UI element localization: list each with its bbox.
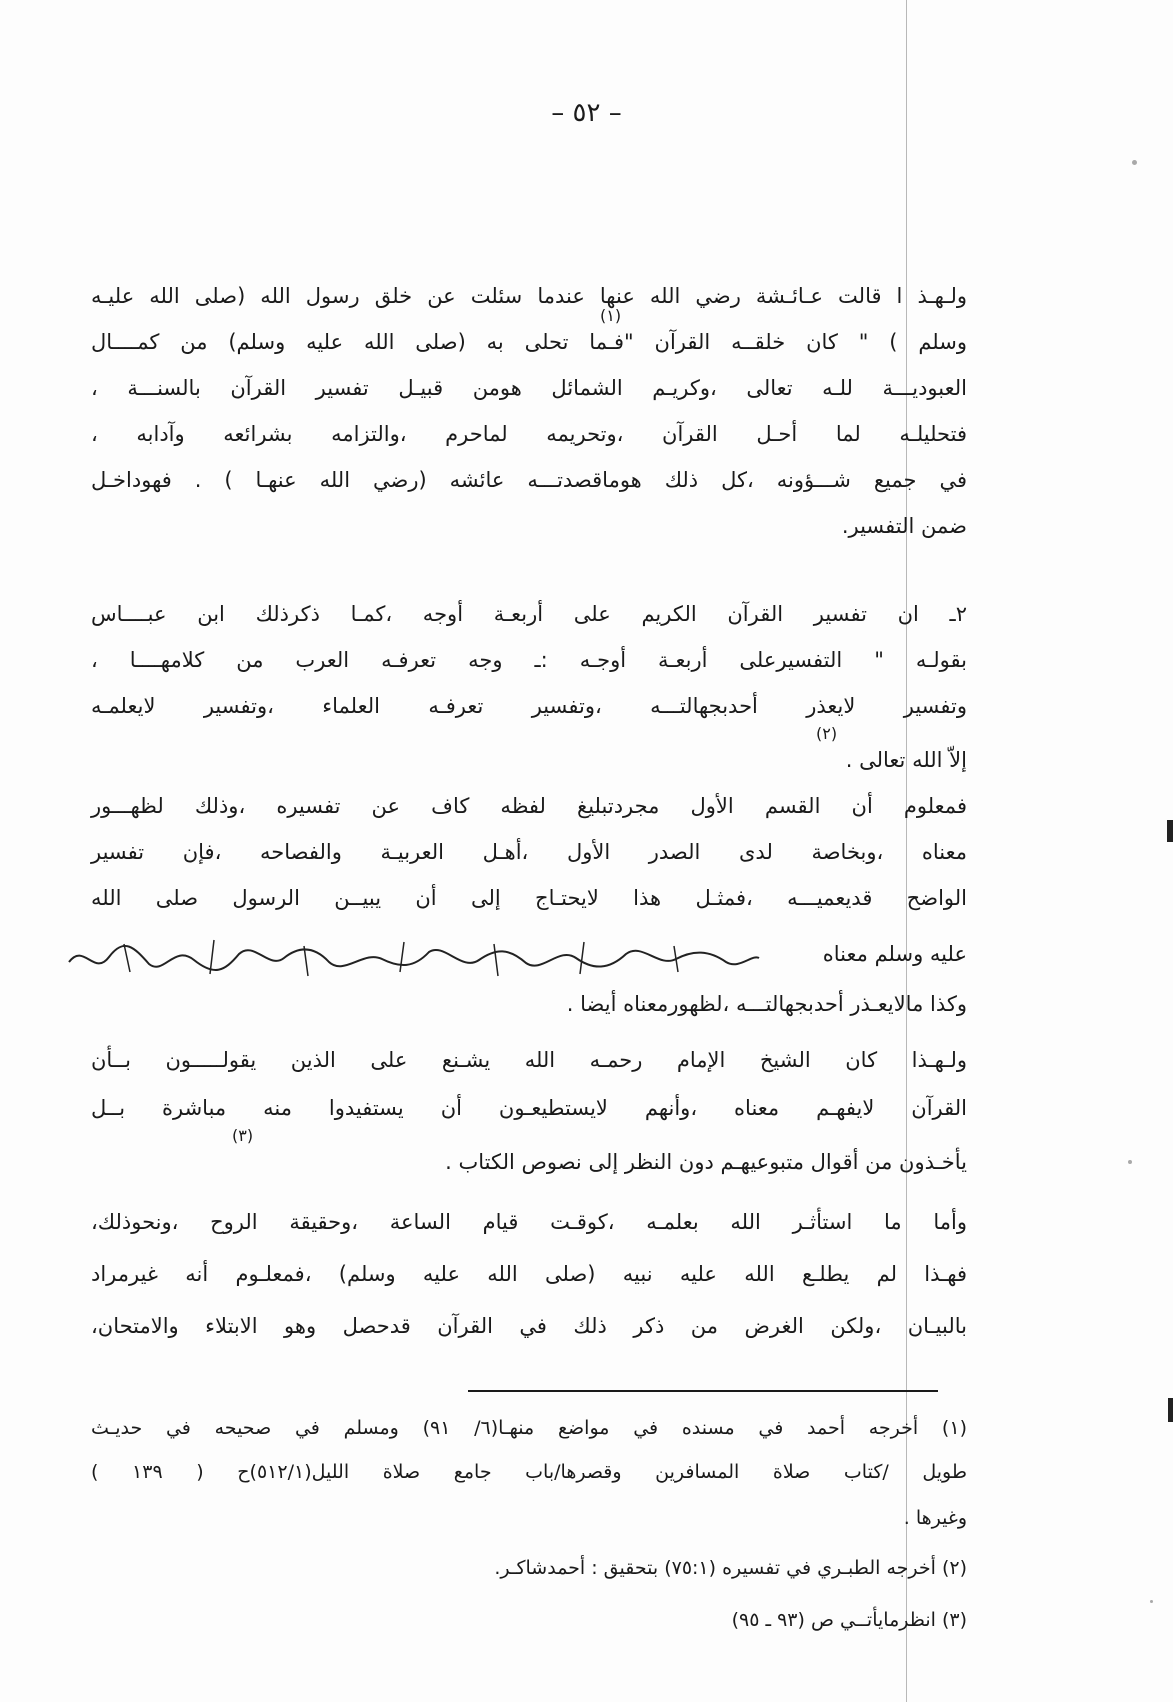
section-line: فهـذا لم يطلـع الله عليه نبيه (صلى الله عليه وسلم) ،فمعلـوم أنه غيرمراد bbox=[91, 1262, 967, 1286]
section-line: بقولـه " التفسيرعلى أربعـة أوجـه :ـ وجه تعرفـه العرب من كلامهــــا ، bbox=[91, 648, 967, 672]
section-line: وكذا مالايعـذر أحدبجهالتـــه ،لظهورمعناه أيضا . bbox=[566, 992, 967, 1016]
scan-speck bbox=[1132, 160, 1137, 165]
section-line: ولـهـذا كان الشيخ الإمام رحمـه الله يشـنع على الذين يقولـــــون بــأن bbox=[91, 1048, 967, 1072]
body-line: في جميع شـــؤونه ،كل ذلك هوماقصدتـــه عائشه (رضي الله عنهـا ) . فهوداخـل bbox=[91, 468, 967, 492]
body-line: ولـهـذ ا قالت عـائـشة رضي الله عنها عندما سئلت عن خلق رسول الله (صلى الله عليـه bbox=[91, 284, 967, 308]
section-line: القرآن لايفهـم معناه ،وأنهم لايستطيعـون أن يستفيدوا منه مباشرة بــل bbox=[91, 1096, 967, 1120]
section-line: بالبيـان ،ولكن الغرض من ذكر ذلك في القرآن قدحصل وهو الابتلاء والامتحان، bbox=[91, 1314, 967, 1338]
body-line: العبوديـــة للـه تعالى ،وكريـم الشمائل هومن قبيـل تفسير القرآن بالسنـــة ، bbox=[91, 376, 967, 400]
section-line: فمعلوم أن القسم الأول مجردتبليغ لفظه كاف عن تفسيره ،وذلك لظهـــور bbox=[91, 794, 967, 818]
page-number: – ٥٢ – bbox=[551, 98, 622, 128]
handwritten-annotation bbox=[64, 932, 764, 984]
footnote-marker: (٢) bbox=[816, 724, 838, 743]
section-line: وتفسير لايعذر أحدبجهالتـــه ،وتفسير تعرفـه العلماء ،وتفسير لايعلمـه bbox=[91, 694, 967, 718]
footnote-line: (٢) أخرجه الطبـري في تفسيره (٧٥:١) بتحقيق : أحمدشاكـر. bbox=[494, 1557, 967, 1579]
footnote-line: (٣) انظرمايأتــي ص (٩٣ ـ ٩٥) bbox=[731, 1609, 967, 1631]
section-line: إلاّ الله تعالى . bbox=[845, 748, 967, 772]
section-line: ٢ـ ان تفسير القرآن الكريم على أربعـة أوجه ،كمـا ذكرذلك ابن عبــــاس bbox=[91, 602, 967, 626]
footnote-marker: (٣) bbox=[232, 1126, 254, 1145]
section-line: يأخـذون من أقوال متبوعيهـم دون النظر إلى نصوص الكتاب . bbox=[445, 1150, 967, 1174]
footnote-line: طويل /كتاب صلاة المسافرين وقصرها/باب جامع صلاة الليل(٥١٢/١)ح ( ١٣٩ ) bbox=[91, 1461, 967, 1483]
scan-speck bbox=[1150, 1600, 1153, 1603]
footnote-line: وغيرها . bbox=[903, 1507, 967, 1529]
scan-edge-mark bbox=[1168, 1398, 1173, 1422]
section-line: معناه ،وبخاصة لدى الصدر الأول ،أهـل العربيـة والفصاحه ،فإن تفسير bbox=[91, 840, 967, 864]
footnote-separator bbox=[468, 1390, 938, 1392]
section-line: وأما ما استأثـر الله بعلمـه ،كوقـت قيام الساعة ،وحقيقة الروح ،ونحوذلك، bbox=[91, 1210, 967, 1234]
scan-speck bbox=[1128, 1160, 1132, 1164]
section-line: الواضح قديعميـــه ،فمثـل هذا لايحتـاج إلى أن يبيــن الرسول صلى الله bbox=[91, 886, 967, 910]
footnote-marker: (١) bbox=[600, 306, 622, 325]
body-line: ضمن التفسير. bbox=[841, 514, 967, 538]
body-line: وسلم ) " كان خلقــه القرآن "فـما تحلى به (صلى الله عليه وسلم) من كمــــال bbox=[91, 330, 967, 354]
footnote-line: (١) أخرجه أحمد في مسنده في مواضع منهـا(٦/ ٩١) ومسلم في صحيحه في حديـث bbox=[91, 1417, 967, 1439]
scan-edge-mark bbox=[1167, 820, 1173, 842]
section-line: عليه وسلم معناه bbox=[822, 942, 967, 966]
body-line: فتحليلـه لما أحـل القرآن ،وتحريمه لماحرم ،والتزامه بشرائعه وآدابه ، bbox=[91, 422, 967, 446]
